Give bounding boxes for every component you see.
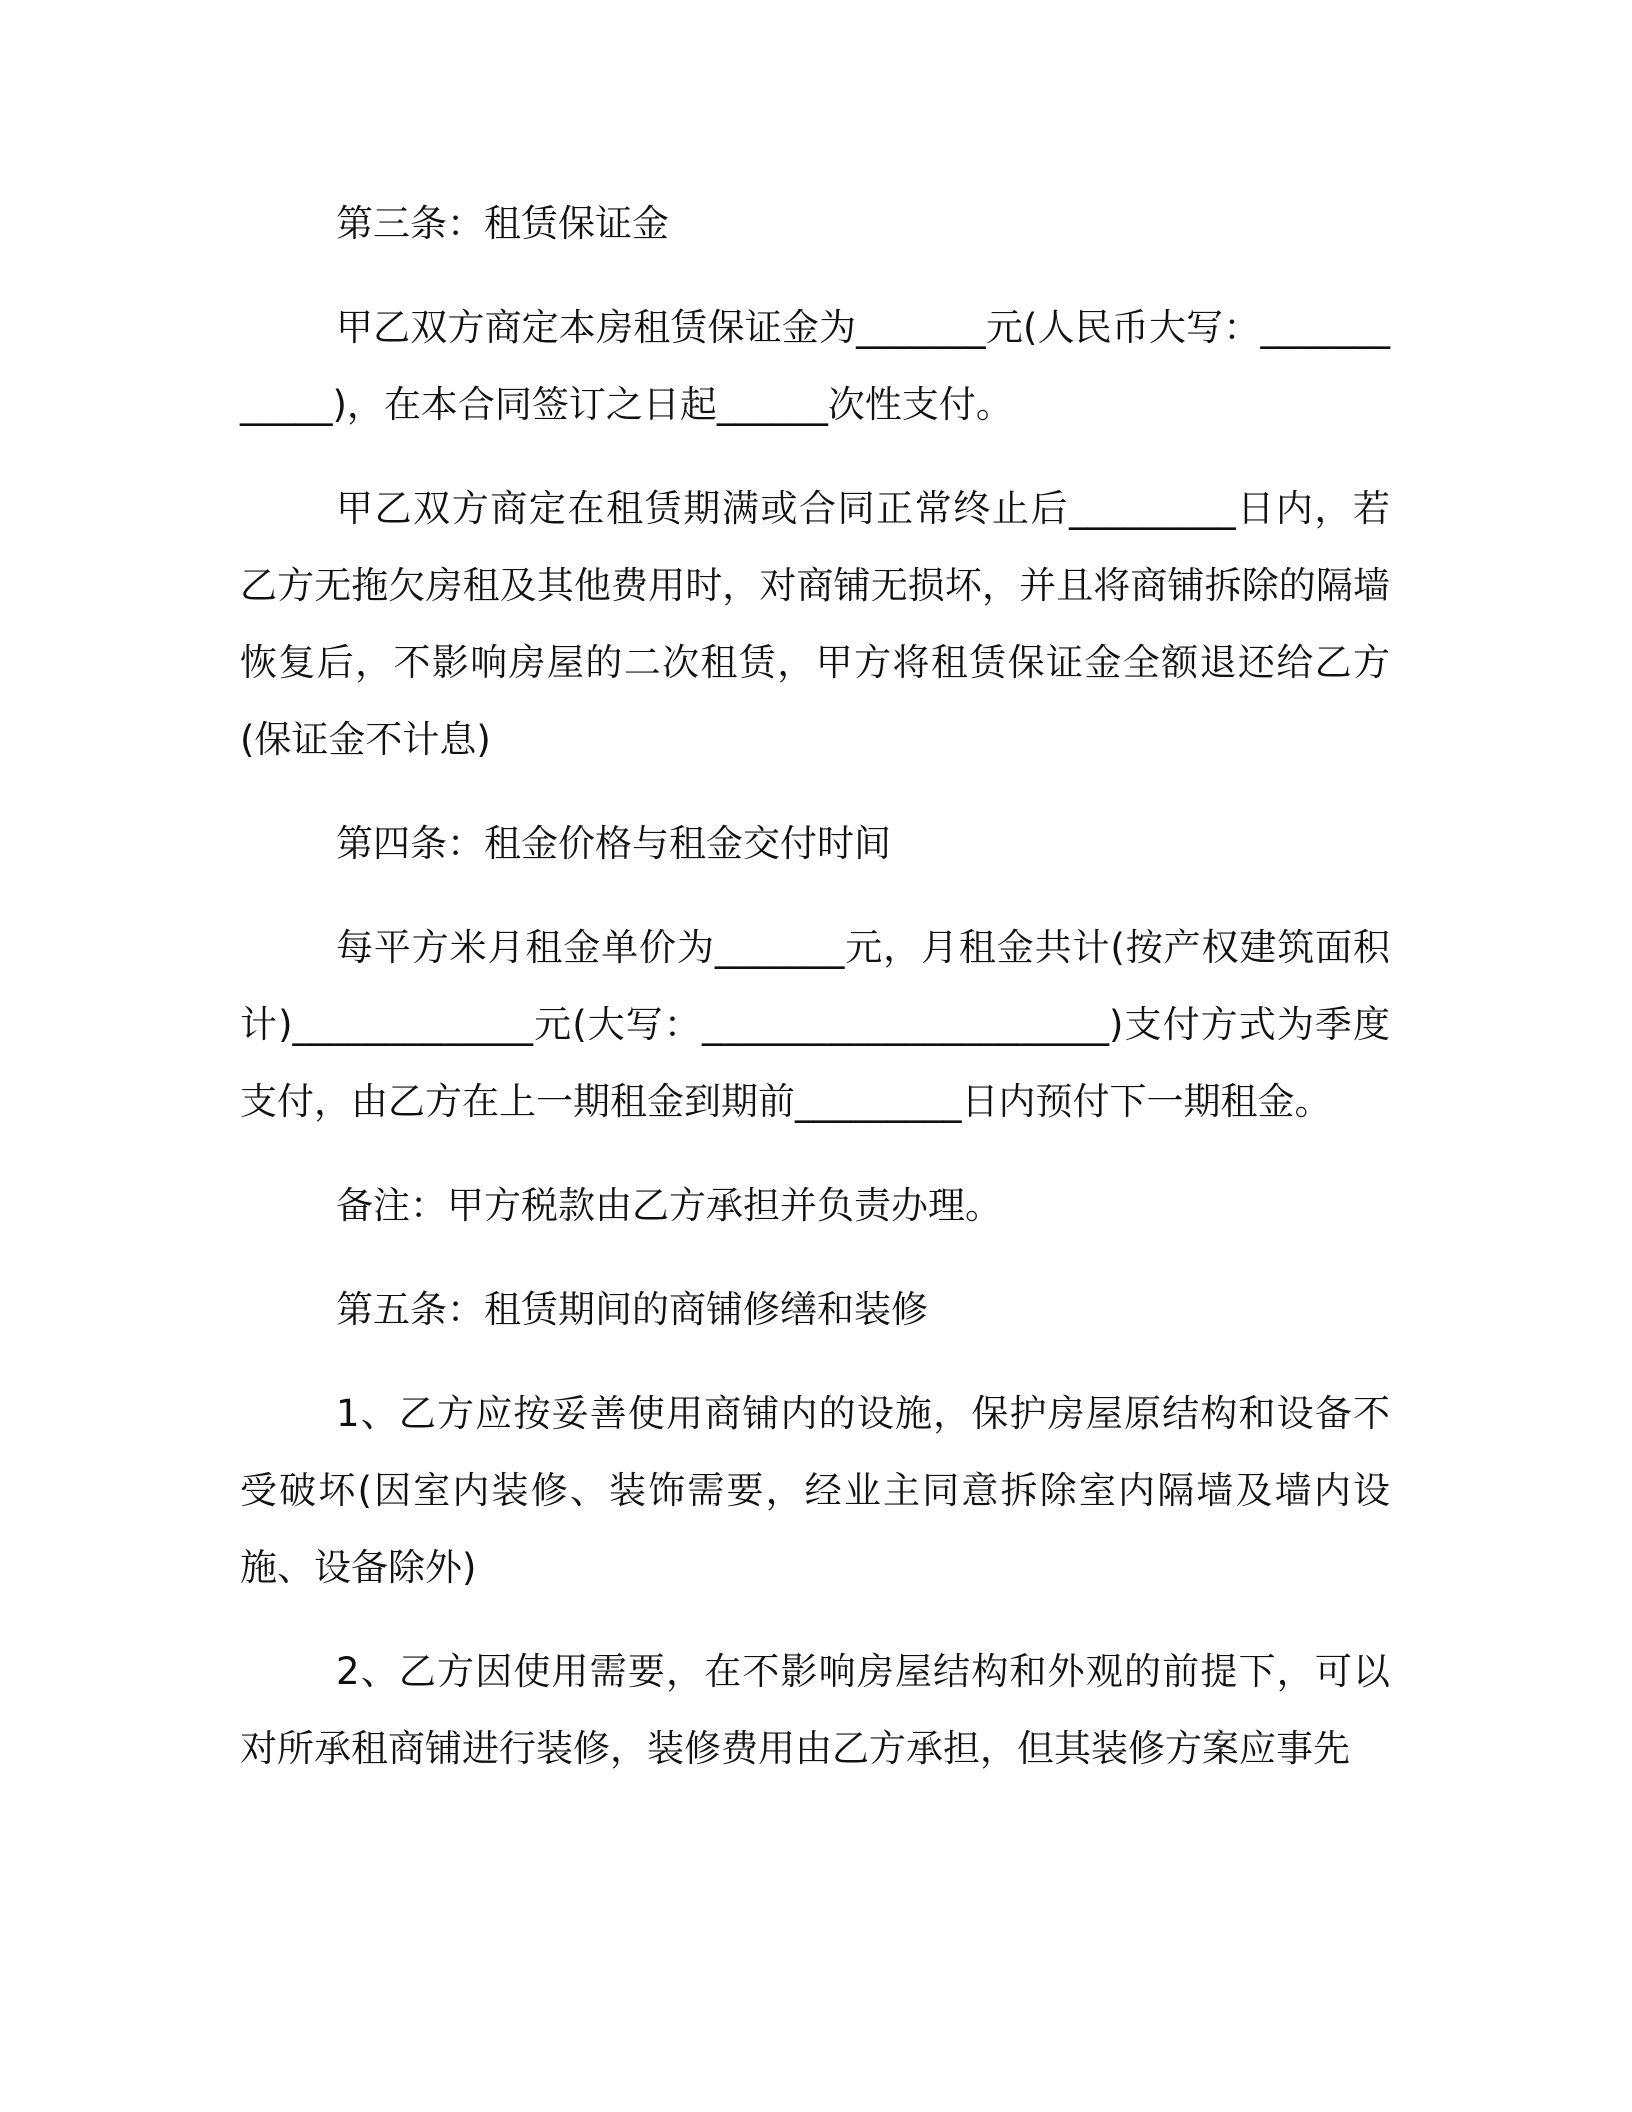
article-3-heading: 第三条：租赁保证金 bbox=[336, 202, 669, 245]
article-5-heading: 第五条：租赁期间的商铺修缮和装修 bbox=[336, 1288, 928, 1331]
article-3-paragraph-1: 甲乙双方商定本房租赁保证金为_______元(人民币大写：____________)，在本合同签订之日起______次性支付。 bbox=[240, 306, 1390, 426]
article-3-paragraph-2: 甲乙双方商定在租赁期满或合同正常终止后_________日内，若乙方无拖欠房租及其他费用时，对商铺无损坏，并且将商铺拆除的隔墙恢复后，不影响房屋的二次租赁，甲方将租赁保证金全额退还给乙方(保证金不计息) bbox=[240, 487, 1390, 761]
document-body bbox=[240, 185, 1390, 1814]
note-paragraph: 备注：甲方税款由乙方承担并负责办理。 bbox=[336, 1184, 1002, 1227]
article-5-item-1: 1、乙方应按妥善使用商铺内的设施，保护房屋原结构和设备不受破坏(因室内装修、装饰需要，经业主同意拆除室内隔墙及墙内设施、设备除外) bbox=[240, 1392, 1390, 1589]
article-4-paragraph-1: 每平方米月租金单价为_______元，月租金共计(按产权建筑面积计)_____________元(大写：______________________)支付方式为季度支付，由乙方在上一期租金到期前_________日内预付下一期租金。 bbox=[240, 926, 1390, 1123]
article-5-item-2: 2、乙方因使用需要，在不影响房屋结构和外观的前提下，可以对所承租商铺进行装修，装修费用由乙方承担，但其装修方案应事先 bbox=[240, 1650, 1390, 1770]
article-4-heading: 第四条：租金价格与租金交付时间 bbox=[336, 822, 891, 865]
